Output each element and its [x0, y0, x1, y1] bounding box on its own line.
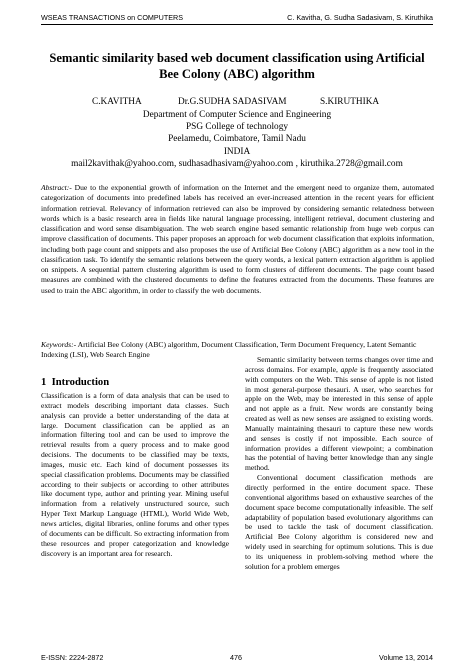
running-header [41, 12, 433, 25]
section-heading [41, 376, 229, 390]
intro-paragraph-2: Semantic similarity between terms changes over time and across domains. For example, apple is frequently associated with computers on the Web. This sense of apple is not listed in most general-purpose thesauri. A user, who searches for apple on the Web, may be interested in this sense of apple and not apple as a fruit. New words are constantly being created as well as new senses are assigned to existing words. Manually maintaining thesauri to capture these new words and senses is costly if not impossible. Each source of information provides a different viewpoint; a combination has the potential of having better knowledge than any single method. [245, 355, 433, 473]
college: PSG College of technology [186, 122, 288, 133]
page-footer [41, 653, 433, 663]
footer-volume: Volume 13, 2014 [379, 653, 433, 662]
journal-name: WSEAS TRANSACTIONS on COMPUTERS [41, 13, 184, 22]
footer-page-number: 476 [230, 653, 242, 662]
affiliation-block [41, 109, 433, 170]
country: INDIA [223, 146, 251, 157]
footer-issn: E-ISSN: 2224-2872 [41, 653, 104, 662]
right-column [245, 355, 433, 572]
abstract-text: Due to the exponential growth of information on the Internet and the emergent need to organize them, automated categorization of documents into predefined labels has received an ever-increased attention in the recent years for efficient information retrieval. Relevancy of information retrieved can also be improved by considering semantic relatedness between words which is a basic research area in fields like natural language processing, intelligent retrieval, document clustering and classification and word sense disambiguation. The web search engine based semantic relationship from huge web corpus can improve classification of documents. This paper proposes an approach for web document classification that exploits information, including both page count and snippets and also proposes the use of Artificial Bee Colony (ABC) algorithm as a new tool in the classification task. To identify the semantic relations between the query words, a lexical pattern extraction algorithm is applied on snippets. A sequential pattern clustering algorithm is used to form clusters of different documents. The page count based measures are combined with the clustered documents to define the features extracted from the documents. These features are used to train the ABC algorithm, in order to classify the web documents. [41, 183, 434, 295]
intro-paragraph-1: Classification is a form of data analysis that can be used to extract models describing important data classes. Such analysis can provide a better understanding of the data at large. Document classification can be applied as an information filtering tool and can be used to improve the retrieval results from a query process and to make good decisions. The documents to be classified may be texts, images, music etc. Each kind of document possesses its special classification problems. Documents may be classified according to their subjects or according to other attributes like document type, author and printing year. Mining useful information from a relatively unstructured source, such Hyper Text Markup Language (HTML), World Wide Web, news articles, digital libraries, online forums and other types of documents can be difficult. So extracting information from these resources and proper categorization and knowledge discovery is an important area for research. [41, 391, 229, 558]
author-3: S.KIRUTHIKA [320, 97, 380, 107]
intro-paragraph-3: Conventional document classification methods are directly performed in the entire document space. These conventional algorithms based on exhaustive searches of the document space become computationally infeasible. The self adaptability of population based evolutionary algorithms can be used to tackle the task of document classification. Artificial Bee Colony algorithm is considered new and widely used in searching for optimum solutions. This is due to its uniqueness in problem-solving method where the solution for a problem emerges [245, 473, 433, 571]
left-column [41, 376, 229, 558]
keywords-label: Keywords:- [41, 340, 77, 349]
section-title: Introduction [51, 377, 110, 388]
author-2: Dr.G.SUDHA SADASIVAM [178, 97, 287, 107]
abstract-label: Abstract:- [41, 183, 72, 192]
emails: mail2kavithak@yahoo.com, sudhasadhasivam@yahoo.com , kiruthika.2728@gmail.com [71, 158, 403, 169]
section-number: 1 [41, 377, 47, 388]
address: Peelamedu, Coimbatore, Tamil Nadu [168, 134, 306, 145]
header-authors: C. Kavitha, G. Sudha Sadasivam, S. Kiruthika [287, 13, 433, 22]
keywords-text: Artificial Bee Colony (ABC) algorithm, Document Classification, Term Document Frequency, Latent Semantic Indexing (LSI), Web Search Engine [41, 340, 417, 360]
department: Department of Computer Science and Engineering [142, 110, 332, 120]
author-1: C.KAVITHA [92, 97, 142, 107]
abstract [41, 183, 434, 296]
author-line [41, 96, 433, 108]
paper-title: Semantic similarity based web document classification using Artificial Bee Colony (ABC) algorithm [49, 51, 425, 81]
emphasized-term: apple [340, 364, 358, 374]
